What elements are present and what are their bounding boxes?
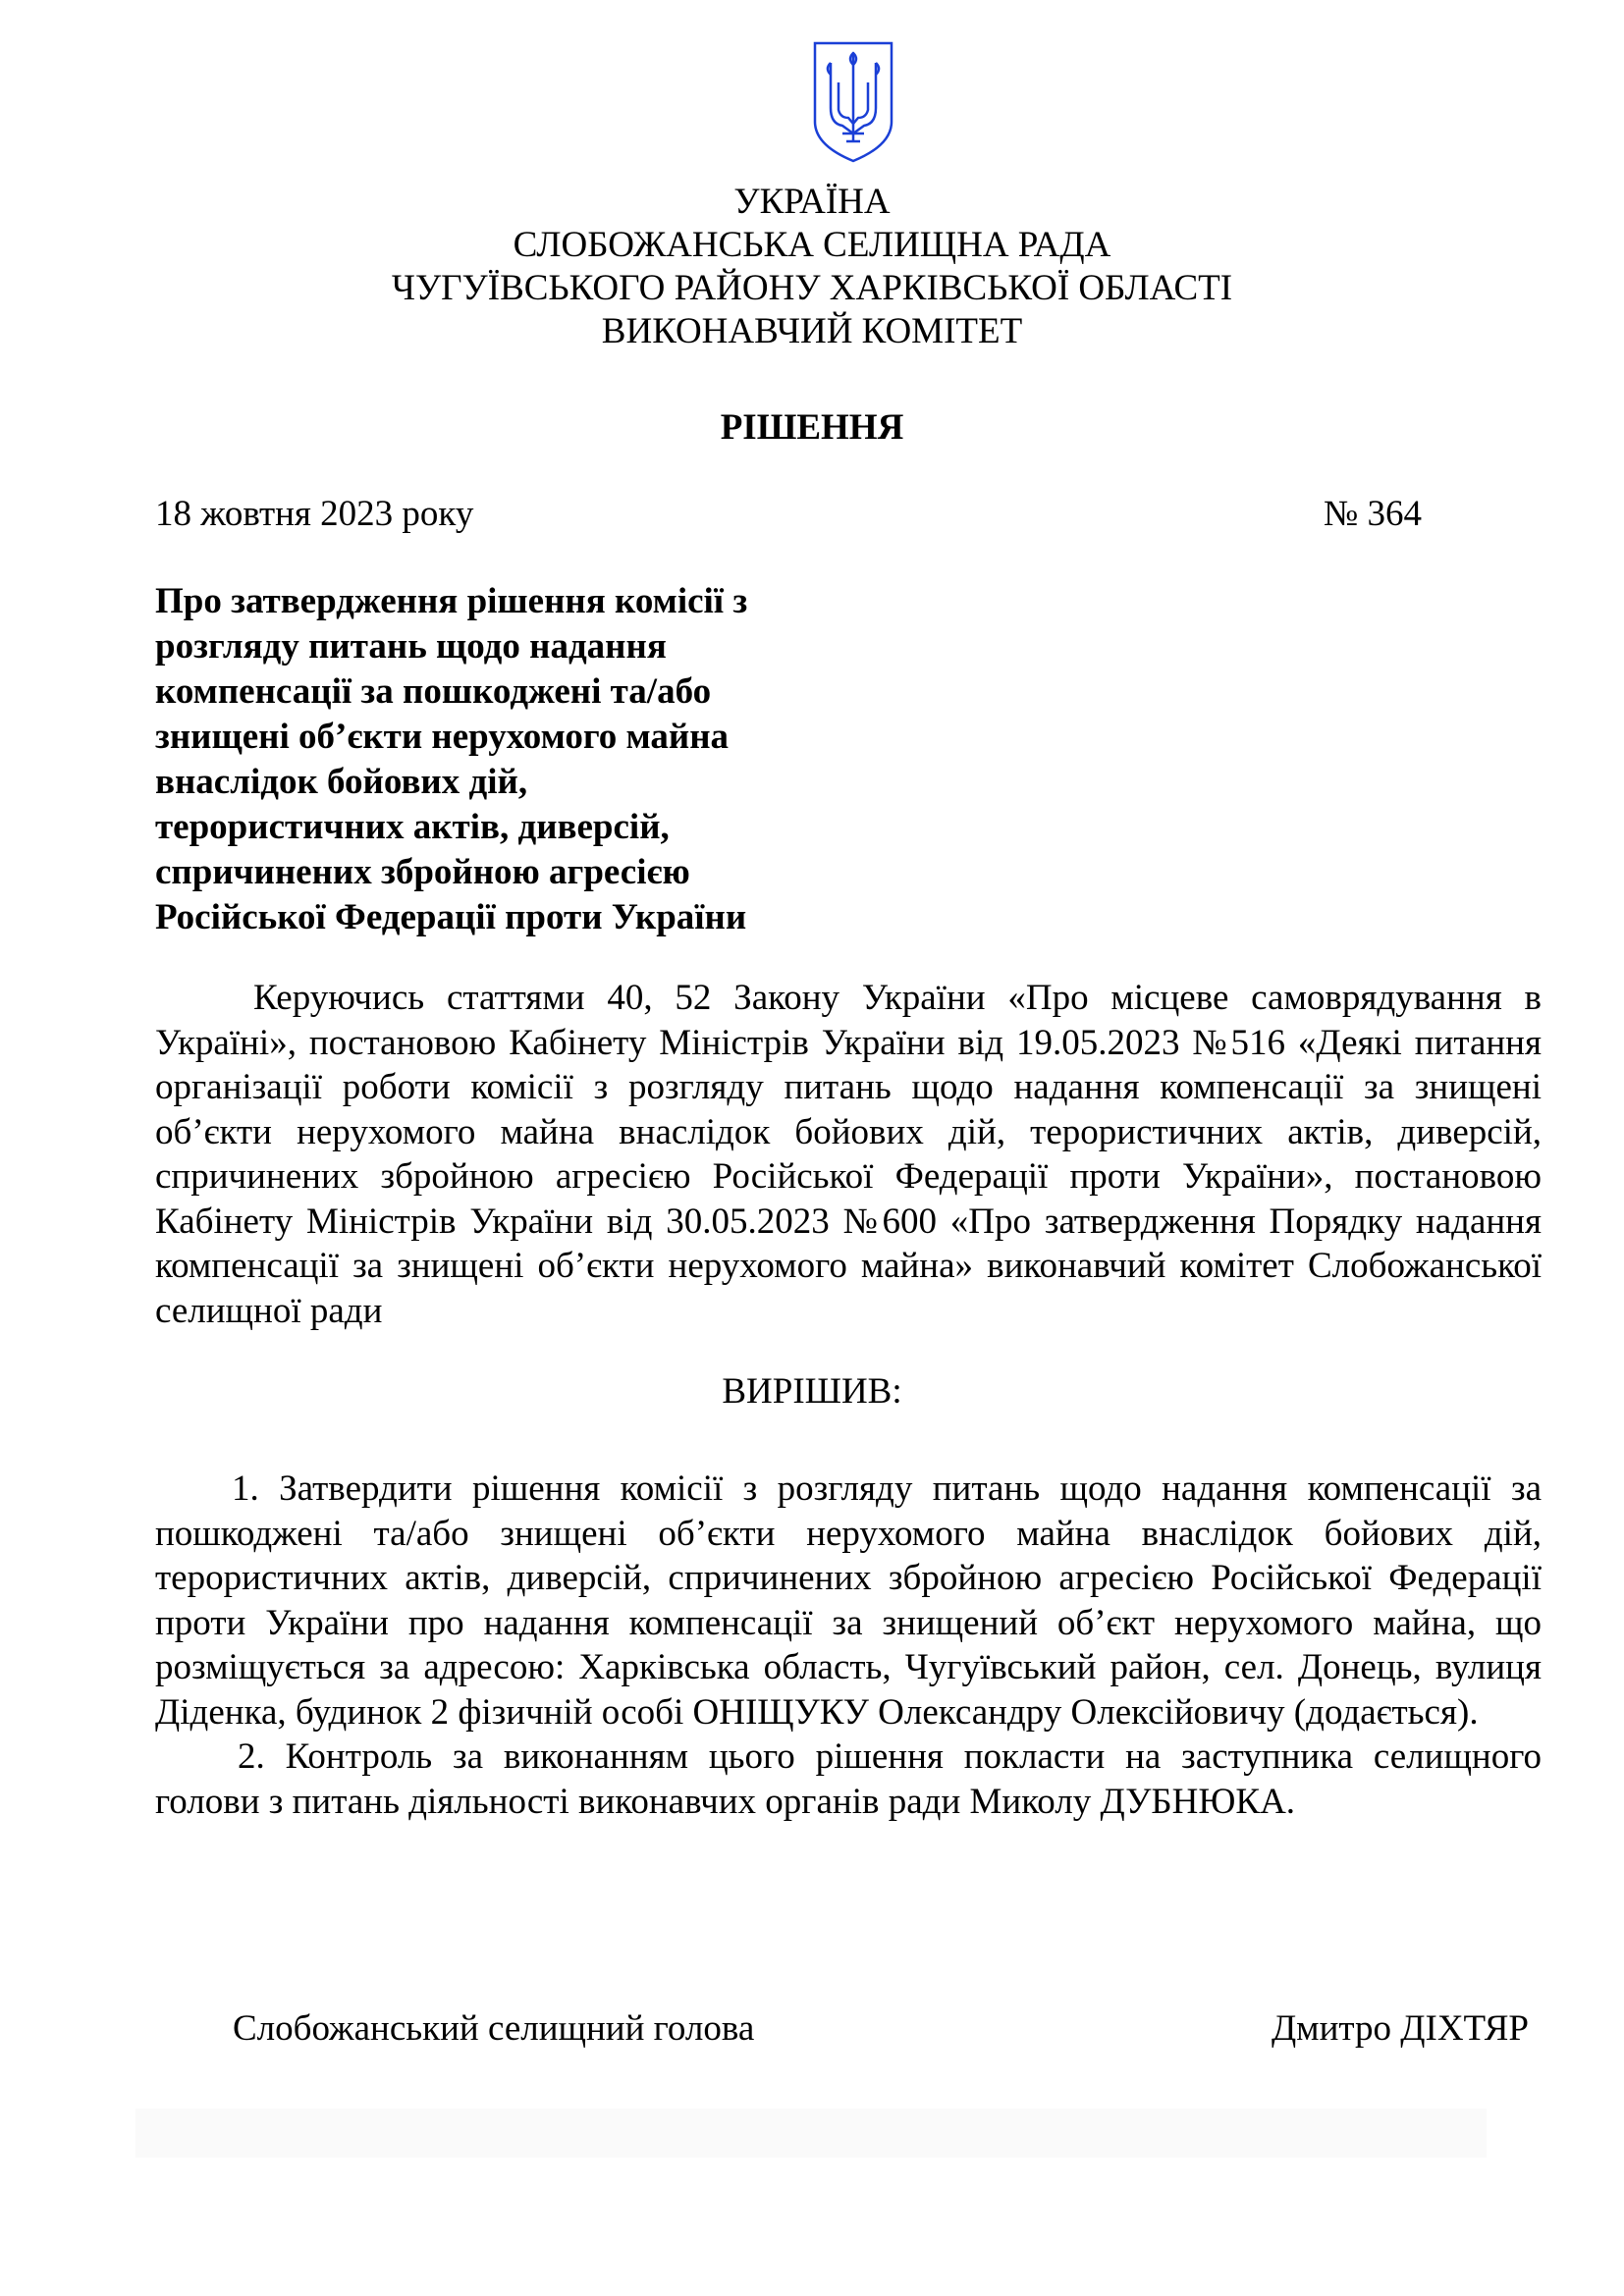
signatory-position: Слобожанський селищний голова [233,2008,755,2049]
decision-item-1: 1. Затвердити рішення комісії з розгляду питань щодо надання компенсації за пошкоджені та/або знищені об’єкти нерухомого майна внаслідок бойових дій, терористичних актів, диверсій, спричинених збройною агресією Російської Федерації проти України про надання компенсації за знищений об’єкт нерухомого майна, що розміщується за адресою: Харківська область, Чугуївський район, сел. Донець, вулиця Діденка, будинок 2 фізичній особі ОНІЩУКУ Олександру Олексійовичу (додається). [155,1468,1542,1733]
decision-item-2: 2. Контроль за виконанням цього рішення покласти на заступника селищного голови з питань діяльності виконавчих органів ради Миколу ДУБНЮКА. [155,1736,1542,1822]
subject-line: терористичних актів, диверсій, [155,807,670,847]
decided-heading: ВИРІШИВ: [722,1371,902,1412]
subject-line: спричинених збройною агресією [155,852,690,892]
subject-line: знищені об’єкти нерухомого майна [155,717,730,757]
signatory-name: Дмитро ДІХТЯР [1271,2008,1529,2049]
footer-band [135,2109,1487,2158]
district-name: ЧУГУЇВСЬКОГО РАЙОНУ ХАРКІВСЬКОЇ ОБЛАСТІ [391,268,1233,308]
signature-block [233,2007,1529,2051]
subject-line: внаслідок бойових дій, [155,762,528,802]
document-header [0,181,1624,353]
subject-line: розгляду питань щодо надання [155,626,667,667]
subject-line: Про затвердження рішення комісії з [155,581,748,621]
document-subject [155,579,842,940]
preamble-paragraph: Керуючись статтями 40, 52 Закону України «Про місцеве самоврядування в Україні», постановою Кабінету Міністрів України від 19.05.2023 №516 «Деякі питання організації роботи комісії з розгляду питань щодо надання компенсації за знищені об’єкти нерухомого майна внаслідок бойових дій, терористичних актів, диверсій, спричинених збройною агресією Російської Федерації проти України», постановою Кабінету Міністрів України від 30.05.2023 №600 «Про затвердження Порядку надання компенсації за знищені об’єкти нерухомого майна» виконавчий комітет Слобожанської селищної ради [155,978,1542,1331]
trident-coat-of-arms-icon [811,39,895,165]
committee-name: ВИКОНАВЧИЙ КОМІТЕТ [601,311,1023,351]
country-name: УКРАЇНА [733,182,891,222]
subject-line: Російської Федерації проти України [155,897,747,937]
document-title: РІШЕННЯ [720,407,904,448]
document-number: № 364 [1323,494,1422,534]
subject-line: компенсації за пошкоджені та/або [155,671,712,712]
decision-items [155,1467,1542,1824]
document-date: 18 жовтня 2023 року [155,494,474,534]
date-number-row [155,493,1422,536]
council-name: СЛОБОЖАНСЬКА СЕЛИЩНА РАДА [513,225,1111,265]
